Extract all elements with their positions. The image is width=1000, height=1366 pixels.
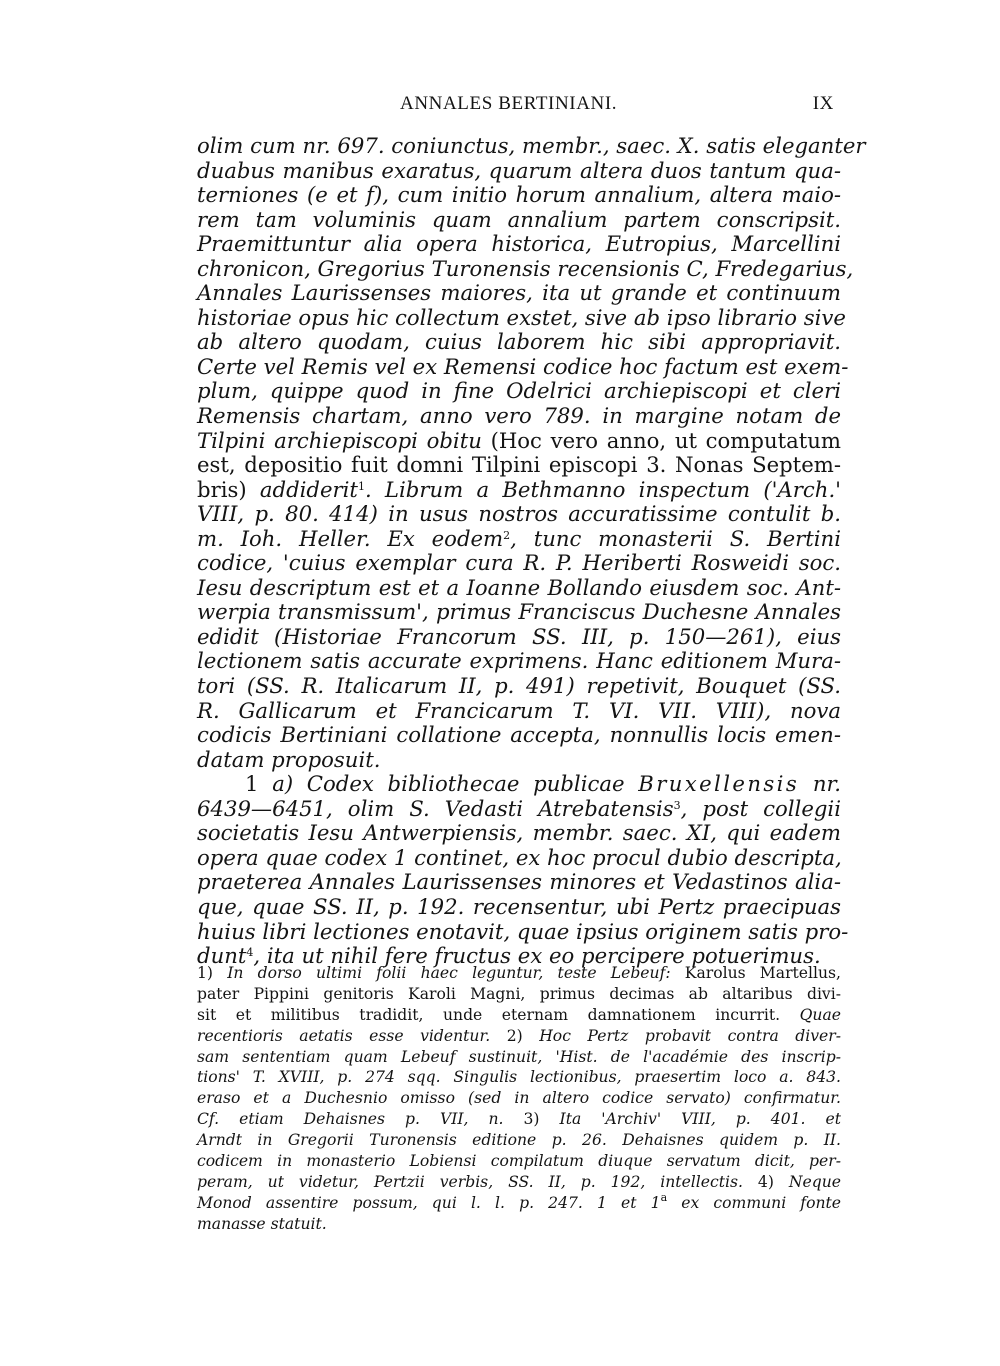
text-line <box>197 846 841 871</box>
text-segment: praeterea Annales Laurissenses minores et Vedastinos alia- <box>197 869 841 895</box>
text-segment: que, quae SS. II, p. 192. recensentur, ubi Pertz praecipuas <box>197 893 841 919</box>
footnote-line <box>197 1047 841 1068</box>
text-segment: tions' T. XVIII, p. 274 sqq. Singulis lectionibus, praesertim loco a. 843. <box>197 1068 841 1087</box>
text-line <box>197 159 841 184</box>
text-segment: R. Gallicarum et Francicarum T. VI. VII. VIII), nova <box>197 697 841 723</box>
text-line <box>197 576 841 601</box>
page-number: IX <box>812 93 834 114</box>
text-segment: m. Ioh. Heller. Ex eodem <box>197 525 504 551</box>
text-segment: 6439—6451, olim S. Vedasti Atrebatensis <box>197 795 674 821</box>
text-segment: 1 <box>245 771 273 797</box>
text-line <box>197 304 846 331</box>
text-segment: terniones (e et f), cum initio horum annalium, altera maio- <box>197 182 841 208</box>
text-segment: codicem in monasterio Lobiensi compilatum diuque servatum dicit, per- <box>197 1152 841 1171</box>
footnote-line <box>197 1214 841 1235</box>
running-head: ANNALES BERTINIANI. <box>400 93 618 114</box>
text-segment: , tunc monasterii S. Bertini <box>510 525 841 551</box>
text-segment: Certe vel Remis vel ex Remensi codice hoc factum est exem- <box>197 353 849 379</box>
text-segment: a) Codex bibliothecae publicae <box>272 771 639 797</box>
text-line <box>197 404 841 429</box>
text-line <box>197 674 841 699</box>
text-line <box>197 330 841 355</box>
text-segment: datam proposuit. <box>197 746 381 772</box>
text-line <box>197 281 841 306</box>
text-segment: Neque <box>788 1172 841 1191</box>
footnote-line <box>197 984 841 1005</box>
text-line <box>197 772 841 797</box>
text-line <box>197 133 866 159</box>
footnote-line <box>197 1005 841 1026</box>
text-line <box>197 699 841 724</box>
text-segment: addiderit <box>259 476 358 502</box>
text-segment: manasse statuit. <box>197 1214 327 1233</box>
text-segment: Arndt in Gregorii Turonensis editione p. 26. Dehaisnes quidem p. II. <box>197 1131 841 1150</box>
text-line <box>197 353 849 380</box>
footnote-line <box>197 1109 841 1130</box>
text-segment: nr. <box>799 771 842 797</box>
text-segment: est, depositio fuit domni Tilpini episcopi 3. Nonas Septem- <box>197 452 841 478</box>
text-line <box>197 600 841 625</box>
text-segment: chronicon, Gregorius Turonensis recensionis C, Fredegarius, <box>197 255 854 281</box>
text-line <box>197 870 841 895</box>
text-segment: Karolus Martellus, <box>684 964 842 982</box>
footnote-marker: a <box>660 1190 668 1204</box>
text-line <box>197 502 841 527</box>
text-segment: Annales Laurissenses maiores, ita ut grande et continuum <box>197 280 841 306</box>
text-segment: huius libri lectiones enotavit, quae ipsius originem satis pro- <box>197 918 849 944</box>
text-segment: plum, quippe quod in fine Odelrici archiepiscopi et cleri <box>197 378 841 404</box>
text-segment: In dorso ultimi folii haec leguntur, teste Lebeuf: <box>227 964 685 982</box>
text-line <box>197 723 841 748</box>
text-line <box>197 208 841 233</box>
text-line <box>197 748 841 773</box>
text-segment: , ita ut nihil fere fructus ex eo percipere potuerimus. <box>253 943 821 969</box>
text-line <box>197 625 841 650</box>
text-segment: (Hoc vero anno, ut computatum <box>490 427 842 453</box>
text-segment: VIII, p. 80. 414) in usus nostros accuratissime contulit b. <box>197 501 841 527</box>
text-segment: 2) <box>506 1026 540 1045</box>
text-segment: historiae opus hic collectum exstet, sive ab ipso librario sive <box>197 304 846 330</box>
text-line <box>197 551 841 576</box>
footnote-marker: 2 <box>503 528 511 542</box>
footnote-line <box>197 1130 841 1151</box>
text-segment: tori (SS. R. Italicarum II, p. 491) repetivit, Bouquet (SS. <box>197 673 841 699</box>
text-segment: Tilpini archiepiscopi obitu <box>197 427 491 453</box>
text-segment: duabus manibus exaratus, quarum altera duos tantum qua- <box>197 157 841 183</box>
text-segment: Cf. etiam Dehaisnes p. VII, n. <box>197 1110 524 1129</box>
text-segment: ab altero quodam, cuius laborem hic sibi appropriavit. <box>197 329 841 355</box>
footnote-marker: 3 <box>673 798 681 812</box>
footnote-line <box>197 963 841 984</box>
text-segment: edidit (Historiae Francorum SS. III, p. 150—261), eius <box>197 623 841 649</box>
text-segment: Ita 'Archiv' VIII, p. 401. et <box>559 1110 841 1129</box>
text-segment: recentioris aetatis esse videntur. <box>197 1026 507 1045</box>
text-segment: eraso et a Duchesnio omisso (sed in altero codice servato) confirmatur. <box>197 1089 841 1108</box>
footnote-line <box>197 1088 841 1109</box>
text-segment: Hoc Pertz probavit contra diver- <box>539 1026 841 1045</box>
text-segment: opera quae codex 1 continet, ex hoc procul dubio descripta, <box>197 844 842 870</box>
text-segment: rem tam voluminis quam annalium partem conscripsit. <box>197 206 841 232</box>
text-segment: 1) <box>197 964 228 982</box>
text-line <box>197 232 841 257</box>
text-segment: bris) <box>197 476 260 502</box>
text-segment: dunt <box>197 943 247 969</box>
text-segment: Quae <box>799 1005 841 1024</box>
footnote-line <box>197 1067 841 1088</box>
footnote-line <box>197 1026 841 1047</box>
text-line <box>197 429 841 454</box>
text-segment: societatis Iesu Antwerpiensis, membr. saec. XI, qui eadem <box>197 820 841 846</box>
main-text <box>197 133 866 969</box>
text-segment: pater Pippini genitoris Karoli Magni, primus decimas ab altaribus divi- <box>197 984 841 1003</box>
text-line <box>197 379 841 404</box>
text-line <box>197 453 841 478</box>
footnote-marker: 1 <box>357 479 365 493</box>
text-line <box>197 895 841 920</box>
text-segment: peram, ut videtur, Pertzii verbis, SS. II, p. 192, intellectis. <box>197 1172 758 1191</box>
text-segment: Praemittuntur alia opera historica, Eutropius, Marcellini <box>197 231 841 257</box>
page-header <box>200 93 838 117</box>
text-segment: Monod assentire possum, qui l. l. p. 247. 1 et 1 <box>197 1193 661 1212</box>
text-line <box>197 797 841 822</box>
footnote-line <box>197 1151 841 1172</box>
text-segment: codice, 'cuius exemplar cura R. P. Heriberti Rosweidi soc. <box>197 550 841 576</box>
text-segment: Iesu descriptum est et a Ioanne Bollando eiusdem soc. Ant- <box>197 574 841 600</box>
footnote-marker: 4 <box>246 946 254 960</box>
text-line <box>197 821 841 846</box>
text-segment: Remensis chartam, anno vero 789. in margine notam de <box>197 403 841 429</box>
text-segment: sit et militibus tradidit, unde eternam damnationem incurrit. <box>197 1005 800 1024</box>
text-line <box>197 527 841 552</box>
text-segment: ex communi fonte <box>667 1193 842 1212</box>
text-segment: sam sententiam quam Lebeuf sustinuit, 'Hist. de l'académie des inscrip- <box>197 1047 841 1066</box>
text-line <box>197 255 854 282</box>
text-segment: werpia transmissum', primus Franciscus Duchesne Annales <box>197 599 841 625</box>
text-segment: lectionem satis accurate exprimens. Hanc editionem Mura- <box>197 648 841 674</box>
text-segment: 3) <box>523 1110 560 1129</box>
text-line <box>197 478 841 503</box>
text-segment: . Librum a Bethmanno inspectum ('Arch.' <box>364 476 841 502</box>
footnotes <box>197 963 841 1235</box>
text-line <box>197 183 841 208</box>
text-segment: , post collegii <box>680 795 841 821</box>
text-segment: codicis Bertiniani collatione accepta, nonnullis locis emen- <box>197 722 841 748</box>
footnote-line <box>197 1172 841 1193</box>
text-segment: olim cum nr. 697. coniunctus, membr., saec. X. satis eleganter <box>197 133 866 158</box>
text-segment: Bruxellensis <box>638 771 800 797</box>
footnote-line <box>197 1190 842 1214</box>
text-line <box>197 649 841 674</box>
text-segment: 4) <box>757 1172 789 1191</box>
text-line <box>197 918 849 945</box>
